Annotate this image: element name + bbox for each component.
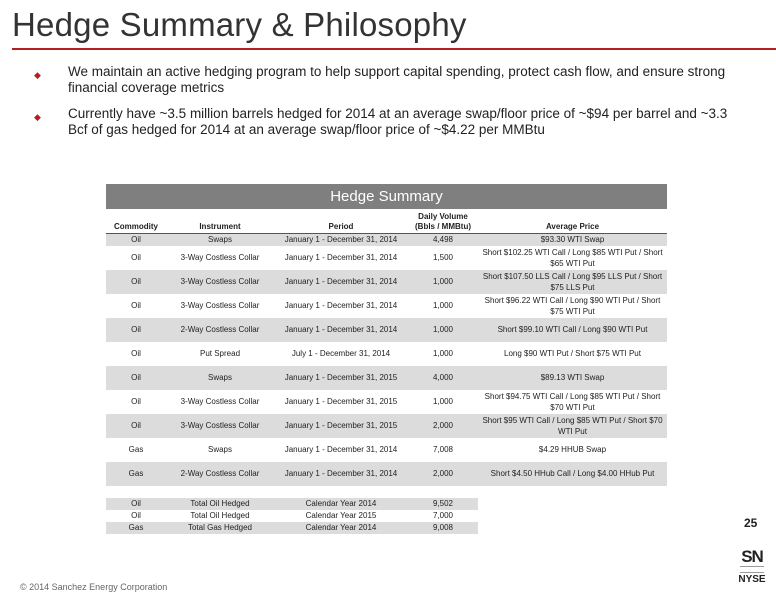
table-cell-period: January 1 - December 31, 2014 bbox=[284, 445, 398, 454]
bullet-text: We maintain an active hedging program to help support capital spending, protect cash flow, and ensure strong financial coverage metrics bbox=[68, 64, 726, 95]
table-cell-commodity: Oil bbox=[131, 301, 141, 310]
table-cell-volume: 1,000 bbox=[432, 301, 454, 310]
column-header: Commodity bbox=[106, 211, 166, 234]
table-cell-volume: 1,000 bbox=[408, 318, 478, 342]
table-cell-period: January 1 - December 31, 2014 bbox=[284, 301, 398, 310]
total-row bbox=[106, 522, 667, 534]
table-cell-period: January 1 - December 31, 2015 bbox=[274, 414, 408, 438]
table-cell-period: January 1 - December 31, 2014 bbox=[274, 462, 408, 486]
table-cell-volume: 4,000 bbox=[408, 366, 478, 390]
table-row bbox=[106, 342, 667, 366]
table-cell-volume: 2,000 bbox=[408, 414, 478, 438]
table-header-row bbox=[106, 211, 667, 234]
table-cell-instrument: 2-Way Costless Collar bbox=[166, 462, 274, 486]
table-cell-instrument: 3-Way Costless Collar bbox=[166, 270, 274, 294]
table-cell-volume: 4,498 bbox=[408, 234, 478, 246]
table-cell-period: January 1 - December 31, 2014 bbox=[284, 253, 398, 262]
bullet-item bbox=[34, 64, 734, 96]
hedge-summary-header: Hedge Summary bbox=[106, 184, 667, 209]
total-row bbox=[106, 498, 667, 510]
table-cell-instrument: Swaps bbox=[166, 234, 274, 246]
page-title: Hedge Summary & Philosophy bbox=[12, 6, 467, 43]
table-cell-commodity: Oil bbox=[106, 270, 166, 294]
table-cell-commodity: Oil bbox=[131, 253, 141, 262]
table-cell-commodity: Oil bbox=[106, 414, 166, 438]
table-cell-price: $89.13 WTI Swap bbox=[478, 366, 667, 390]
table-cell-period: January 1 - December 31, 2014 bbox=[274, 270, 408, 294]
table-cell-instrument: 3-Way Costless Collar bbox=[166, 414, 274, 438]
table-cell-commodity: Oil bbox=[131, 349, 141, 358]
table-cell-period: July 1 - December 31, 2014 bbox=[291, 349, 391, 358]
total-cell-commodity: Gas bbox=[106, 522, 166, 534]
table-cell-instrument: 3-Way Costless Collar bbox=[180, 253, 260, 262]
table-cell-commodity: Oil bbox=[106, 234, 166, 246]
total-cell-commodity: Oil bbox=[106, 498, 166, 510]
total-cell-volume: 9,502 bbox=[408, 498, 478, 510]
table-spacer-row bbox=[106, 486, 667, 498]
table-cell-commodity: Oil bbox=[131, 397, 141, 406]
table-cell-instrument: Put Spread bbox=[199, 349, 241, 358]
table-cell-commodity: Gas bbox=[128, 445, 144, 454]
total-cell-empty bbox=[478, 498, 667, 510]
table-row bbox=[106, 270, 667, 294]
table-cell-price: $4.29 HHUB Swap bbox=[538, 445, 607, 454]
table-cell-price: Short $99.10 WTI Call / Long $90 WTI Put bbox=[478, 318, 667, 342]
title-divider bbox=[12, 48, 776, 50]
total-cell-empty bbox=[478, 510, 667, 522]
table-cell-volume: 2,000 bbox=[408, 462, 478, 486]
bullet-item bbox=[34, 106, 734, 138]
table-cell-instrument: 2-Way Costless Collar bbox=[166, 318, 274, 342]
total-cell-instrument: Total Gas Hedged bbox=[166, 522, 274, 534]
table-row bbox=[106, 462, 667, 486]
table-row bbox=[106, 390, 667, 414]
table-row bbox=[106, 366, 667, 390]
bullet-list bbox=[34, 64, 734, 148]
column-header: Daily Volume (Bbls / MMBtu) bbox=[408, 211, 478, 234]
logo-exchange: NYSE bbox=[738, 574, 766, 585]
spacer-cell bbox=[106, 486, 667, 498]
total-cell-volume: 7,000 bbox=[432, 511, 454, 520]
table-cell-price: Short $95 WTI Call / Long $85 WTI Put / Short $70 WTI Put bbox=[478, 414, 667, 438]
table-cell-price: Short $96.22 WTI Call / Long $90 WTI Put / Short $75 WTI Put bbox=[484, 295, 661, 316]
table-cell-price: Short $107.50 LLS Call / Long $95 LLS Put / Short $75 LLS Put bbox=[478, 270, 667, 294]
logo-ticker: SN bbox=[741, 547, 763, 566]
total-cell-instrument: Total Oil Hedged bbox=[166, 498, 274, 510]
table-cell-price: Short $4.50 HHub Call / Long $4.00 HHub Put bbox=[478, 462, 667, 486]
total-row bbox=[106, 510, 667, 522]
hedge-summary-table bbox=[106, 211, 667, 534]
table-cell-period: January 1 - December 31, 2015 bbox=[284, 397, 398, 406]
table-cell-commodity: Oil bbox=[106, 366, 166, 390]
table-row bbox=[106, 318, 667, 342]
table-row bbox=[106, 438, 667, 462]
table-cell-volume: 1,000 bbox=[408, 270, 478, 294]
table-cell-commodity: Gas bbox=[106, 462, 166, 486]
table-cell-volume: 1,500 bbox=[432, 253, 454, 262]
table-cell-period: January 1 - December 31, 2015 bbox=[274, 366, 408, 390]
table-cell-instrument: Swaps bbox=[207, 445, 232, 454]
total-cell-instrument: Total Oil Hedged bbox=[190, 511, 250, 520]
table-cell-period: January 1 - December 31, 2014 bbox=[274, 318, 408, 342]
table-cell-instrument: 3-Way Costless Collar bbox=[180, 301, 260, 310]
table-cell-volume: 7,008 bbox=[432, 445, 454, 454]
table-cell-volume: 1,000 bbox=[432, 349, 454, 358]
diamond-bullet-icon: ◆ bbox=[34, 70, 41, 80]
table-cell-price: $93.30 WTI Swap bbox=[478, 234, 667, 246]
column-header: Instrument bbox=[166, 211, 274, 234]
table-cell-period: January 1 - December 31, 2014 bbox=[274, 234, 408, 246]
logo-listed-band bbox=[740, 566, 764, 573]
table-cell-volume: 1,000 bbox=[432, 397, 454, 406]
total-cell-period: Calendar Year 2014 bbox=[274, 522, 408, 534]
diamond-bullet-icon: ◆ bbox=[34, 112, 41, 122]
total-cell-commodity: Oil bbox=[131, 511, 141, 520]
table-row bbox=[106, 414, 667, 438]
table-cell-price: Short $102.25 WTI Call / Long $85 WTI Put / Short $65 WTI Put bbox=[482, 247, 663, 268]
bullet-text: Currently have ~3.5 million barrels hedged for 2014 at an average swap/floor price of ~$94 per barrel and ~3.3 Bcf of gas hedged for 2014 at an average swap/floor price of ~$4.22 per MMBtu bbox=[68, 106, 728, 137]
table-row bbox=[106, 294, 667, 318]
total-cell-period: Calendar Year 2014 bbox=[274, 498, 408, 510]
column-header: Average Price bbox=[478, 211, 667, 234]
table-cell-instrument: 3-Way Costless Collar bbox=[180, 397, 260, 406]
total-cell-volume: 9,008 bbox=[408, 522, 478, 534]
total-cell-period: Calendar Year 2015 bbox=[305, 511, 377, 520]
table-row bbox=[106, 234, 667, 246]
table-row bbox=[106, 246, 667, 270]
table-cell-price: Short $94.75 WTI Call / Long $85 WTI Put / Short $70 WTI Put bbox=[484, 391, 661, 412]
table-cell-commodity: Oil bbox=[106, 318, 166, 342]
sn-nyse-logo bbox=[734, 548, 770, 590]
copyright-footer: © 2014 Sanchez Energy Corporation bbox=[20, 582, 168, 592]
page-number: 25 bbox=[744, 516, 758, 530]
column-header: Period bbox=[274, 211, 408, 234]
table-cell-price: Long $90 WTI Put / Short $75 WTI Put bbox=[504, 349, 641, 358]
table-cell-instrument: Swaps bbox=[166, 366, 274, 390]
total-cell-empty bbox=[478, 522, 667, 534]
